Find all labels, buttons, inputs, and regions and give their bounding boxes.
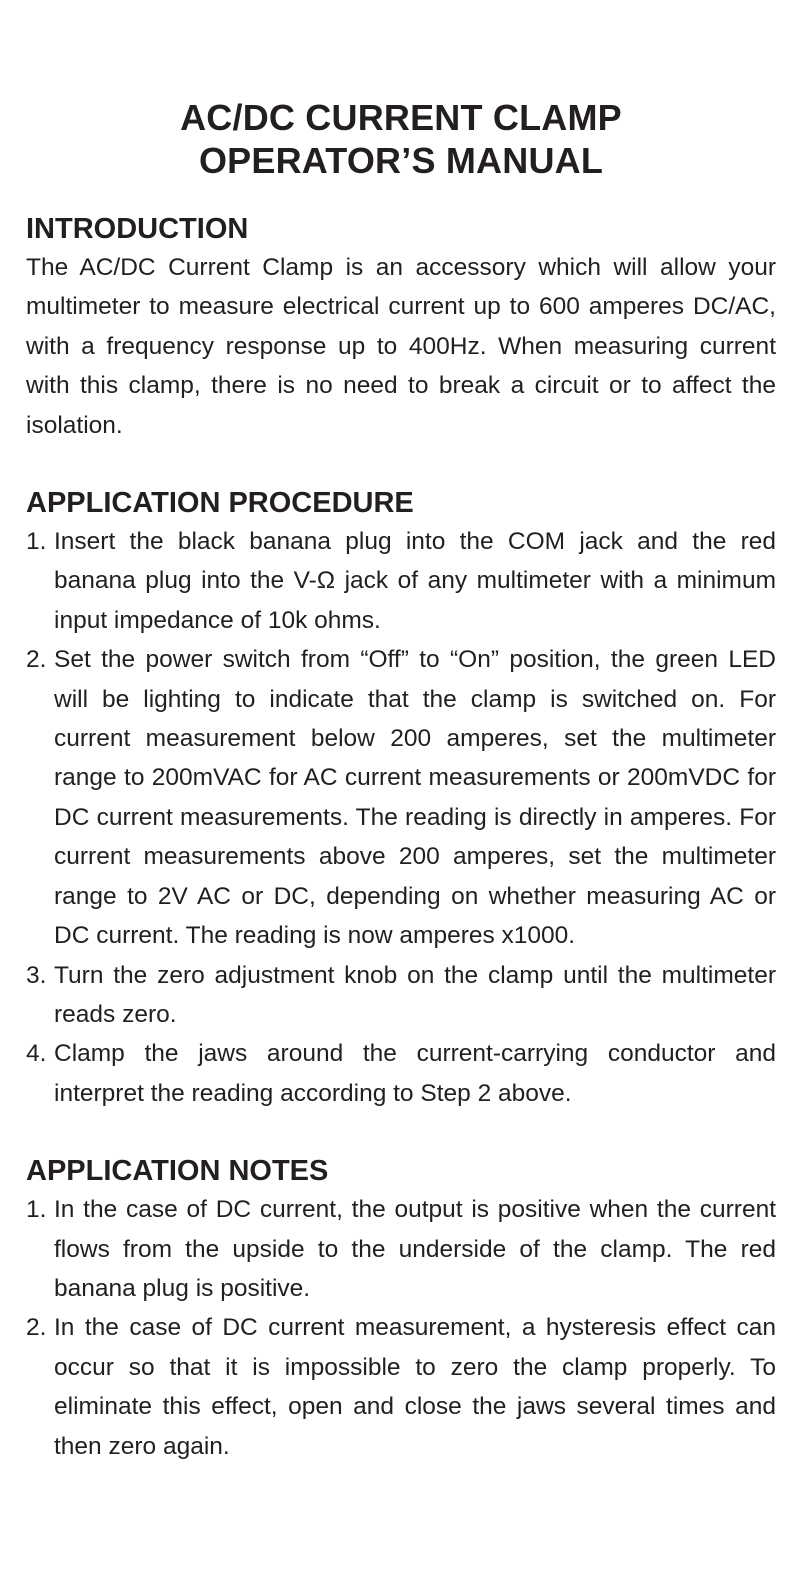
procedure-heading: APPLICATION PROCEDURE	[26, 487, 414, 520]
manual-page	[26, 96, 776, 1505]
notes-heading: APPLICATION NOTES	[26, 1155, 329, 1188]
notes-section	[26, 1152, 776, 1466]
item-number: 3.	[26, 961, 47, 989]
item-number: 1.	[26, 1196, 47, 1224]
item-number: 1.	[26, 528, 47, 556]
introduction-text: The AC/DC Current Clamp is an accessory which will allow your multimeter to measure electrical current up to 600 amperes DC/AC, with a frequency response up to 400Hz. When measuring current with this clamp, there is no need to break a circuit or to affect the isolation.	[26, 254, 776, 439]
list-item	[26, 1034, 776, 1113]
item-number: 2.	[26, 646, 47, 674]
list-item	[26, 1190, 776, 1308]
notes-list	[26, 1190, 776, 1466]
item-text: Clamp the jaws around the current-carrying conductor and interpret the reading according to Step 2 above.	[54, 1040, 776, 1107]
item-text: In the case of DC current, the output is positive when the current flows from the upside to the underside of the clamp. The red banana plug is positive.	[54, 1196, 776, 1302]
list-item	[26, 522, 776, 640]
introduction-section	[26, 210, 776, 445]
page-title	[26, 96, 776, 182]
item-text: Insert the black banana plug into the COM jack and the red banana plug into the V-Ω jack of any multimeter with a minimum input impedance of 10k ohms.	[54, 528, 776, 634]
item-text: Turn the zero adjustment knob on the clamp until the multimeter reads zero.	[54, 961, 776, 1028]
procedure-section	[26, 484, 776, 1113]
list-item	[26, 1308, 776, 1466]
item-text: In the case of DC current measurement, a hysteresis effect can occur so that it is impossible to zero the clamp properly. To eliminate this effect, open and close the jaws several times and then zero again.	[54, 1314, 776, 1460]
item-text: Set the power switch from “Off” to “On” position, the green LED will be lighting to indicate that the clamp is switched on. For current measurement below 200 amperes, set the multimeter range to 200mVAC for AC current measurements or 200mVDC for DC current measurements. The reading is directly in amperes. For current measurements above 200 amperes, set the multimeter range to 2V AC or DC, depending on whether measuring AC or DC current. The reading is now amperes x1000.	[54, 646, 776, 950]
title-line-2: OPERATOR’S MANUAL	[198, 140, 604, 181]
introduction-heading: INTRODUCTION	[26, 213, 249, 245]
list-item	[26, 956, 776, 1035]
list-item	[26, 640, 776, 955]
item-number: 2.	[26, 1314, 47, 1342]
procedure-list	[26, 522, 776, 1113]
title-line-1: AC/DC CURRENT CLAMP	[180, 97, 622, 138]
item-number: 4.	[26, 1040, 47, 1068]
